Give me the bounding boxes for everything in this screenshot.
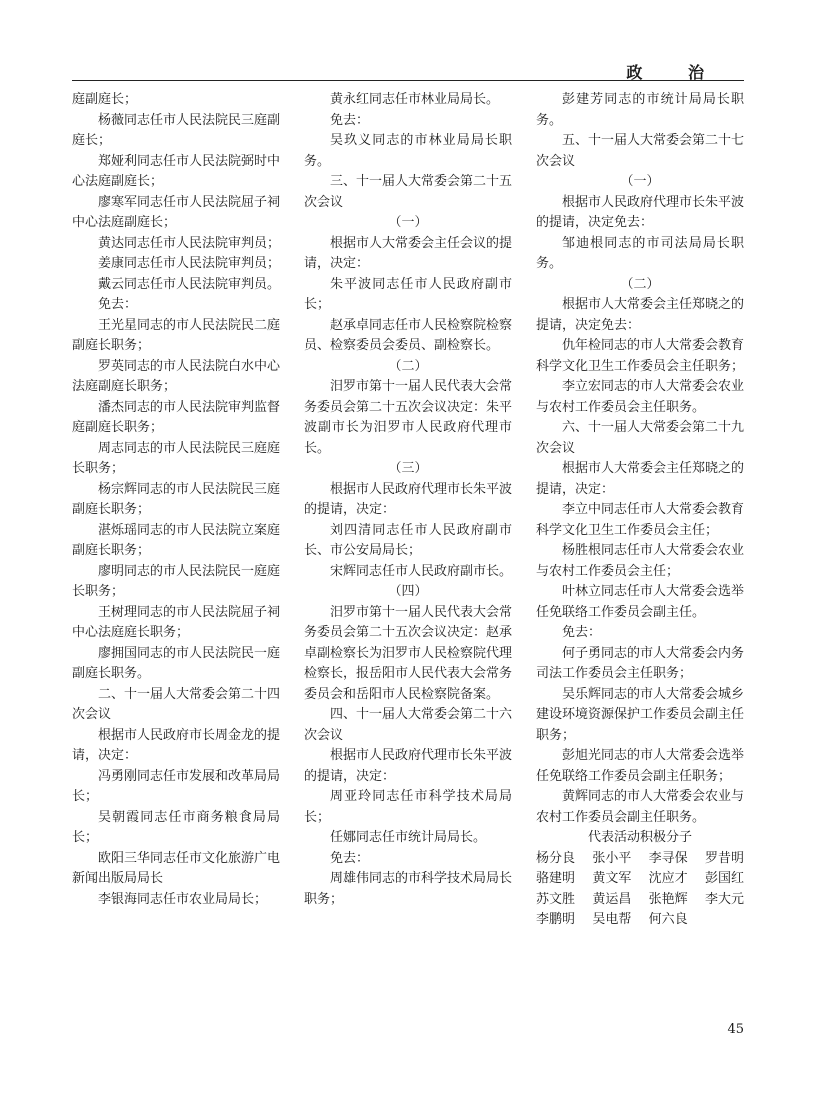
- section-subheading: （二）: [388, 358, 428, 374]
- activist-name: 张小平: [592, 850, 632, 866]
- section-subheading: （一）: [620, 174, 660, 189]
- paragraph: 朱平波同志任市人民政府副市长；: [304, 276, 512, 312]
- paragraph: 王树理同志的市人民法院屈子祠中心法庭庭长职务；: [72, 604, 281, 640]
- paragraph: 根据市人民政府代理市长朱平波的提请，决定：: [304, 481, 513, 517]
- paragraph: 周志同志的市人民法院民三庭庭长职务；: [72, 440, 281, 476]
- paragraph: 根据市人大常委会主任郑晓之的提请，决定免去：: [536, 297, 745, 333]
- paragraph: 廖寒军同志任市人民法院屈子祠中心法庭副庭长；: [72, 194, 281, 230]
- activist-name: 张艳辉: [648, 891, 688, 907]
- paragraph: 冯勇刚同志任市发展和改革局局长；: [72, 768, 281, 804]
- activist-name: 何六良: [648, 912, 688, 927]
- paragraph: 六、十一届人大常委会第二十九次会议: [536, 420, 745, 456]
- paragraph: 二、十一届人大常委会第二十四次会议: [72, 686, 281, 722]
- paragraph: 杨薇同志任市人民法院民三庭副庭长；: [72, 112, 281, 148]
- paragraph: 周雄伟同志的市科学技术局局长职务；: [304, 871, 513, 907]
- paragraph: 免去：: [98, 297, 138, 312]
- activist-name: 罗昔明: [704, 850, 744, 866]
- activist-name: 李寻保: [648, 850, 688, 866]
- paragraph: 根据市人民政府市长周金龙的提请，决定：: [72, 727, 281, 763]
- text-column-1: [72, 90, 280, 910]
- paragraph: 仇年检同志的市人大常委会教育科学文化卫生工作委员会主任职务；: [536, 338, 745, 374]
- activist-name: 苏文胜: [536, 891, 576, 907]
- paragraph: 汨罗市第十一届人民代表大会常务委员会第二十五次会议决定：赵承卓副检察长为汨罗市人民检察院代理检察长，报岳阳市人民代表大会常务委员会和岳阳市人民检察院备案。: [304, 604, 513, 702]
- paragraph: 五、十一届人大常委会第二十七次会议: [536, 133, 745, 169]
- paragraph: 根据市人大常委会主任会议的提请，决定：: [304, 235, 513, 271]
- paragraph: 汨罗市第十一届人民代表大会常务委员会第二十五次会议决定：朱平波副市长为汨罗市人民政府代理市长。: [304, 379, 513, 456]
- activist-name: 吴电帮: [592, 912, 632, 927]
- paragraph: 彭旭光同志的市人大常委会选举任免联络工作委员会副主任职务；: [536, 748, 745, 784]
- paragraph: 潘杰同志的市人民法院审判监督庭副庭长职务；: [72, 399, 281, 435]
- section-title: 政 治: [626, 63, 724, 82]
- paragraph: 廖拥国同志的市人民法院民一庭副庭长职务。: [72, 645, 281, 681]
- section-subheading: 代表活动积极分子: [587, 830, 692, 845]
- paragraph: 邹迪根同志的市司法局局长职务。: [536, 235, 744, 271]
- paragraph: 四、十一届人大常委会第二十六次会议: [304, 707, 513, 743]
- paragraph: 根据市人民政府代理市长朱平波的提请，决定：: [304, 748, 513, 784]
- text-column-3: [536, 90, 744, 931]
- paragraph: 免去：: [330, 850, 370, 866]
- paragraph: 黄达同志任市人民法院审判员；: [98, 235, 281, 251]
- paragraph: 杨宗辉同志的市人民法院民三庭副庭长职务；: [72, 481, 281, 517]
- paragraph: 任娜同志任市统计局局长。: [330, 830, 487, 845]
- paragraph: 郑娅利同志任市人民法院弼时中心法庭副庭长；: [72, 153, 281, 189]
- activist-name: 李大元: [704, 891, 744, 907]
- paragraph: 根据市人大常委会主任郑晓之的提请，决定：: [536, 461, 745, 497]
- paragraph: 吴玖义同志的市林业局局长职务。: [304, 133, 512, 169]
- section-subheading: （一）: [388, 215, 428, 230]
- paragraph: 罗英同志的市人民法院白水中心法庭副庭长职务；: [72, 358, 281, 394]
- paragraph: 彭建芳同志的市统计局局长职务。: [536, 92, 744, 128]
- paragraph: 三、十一届人大常委会第二十五次会议: [304, 174, 513, 210]
- paragraph: 吴朝霞同志任市商务粮食局局长；: [72, 809, 280, 845]
- page-number: 45: [727, 1022, 744, 1037]
- paragraph: 李立中同志任市人大常委会教育科学文化卫生工作委员会主任；: [536, 502, 745, 538]
- paragraph: 周亚玲同志任市科学技术局局长；: [304, 789, 512, 825]
- paragraph: 李立宏同志的市人大常委会农业与农村工作委员会主任职务。: [536, 379, 745, 415]
- paragraph: 赵承卓同志任市人民检察院检察员、检察委员会委员、副检察长。: [304, 317, 513, 353]
- paragraph: 黄辉同志的市人大常委会农业与农村工作委员会副主任职务。: [536, 789, 745, 825]
- activist-name: 黄运昌: [592, 891, 632, 907]
- activist-name: 沈应才: [648, 871, 688, 886]
- paragraph: 姜康同志任市人民法院审判员；: [98, 256, 281, 271]
- paragraph: 吴乐辉同志的市人大常委会城乡建设环境资源保护工作委员会副主任职务；: [536, 686, 745, 743]
- paragraph: 欧阳三华同志任市文化旅游广电新闻出版局局长: [72, 850, 281, 886]
- paragraph: 戴云同志任市人民法院审判员。: [98, 276, 281, 292]
- paragraph: 刘四清同志任市人民政府副市长、市公安局局长；: [304, 522, 512, 558]
- paragraph: 根据市人民政府代理市长朱平波的提请，决定免去：: [536, 194, 745, 230]
- activist-name: 杨分良: [536, 850, 576, 866]
- paragraph: 免去：: [330, 112, 370, 128]
- paragraph: 免去：: [562, 625, 602, 640]
- paragraph: 黄永红同志任市林业局局长。: [330, 92, 500, 107]
- paragraph: 王光星同志的市人民法院民二庭副庭长职务；: [72, 317, 281, 353]
- activist-name: 骆建明: [536, 871, 576, 886]
- paragraph: 杨胜根同志任市人大常委会农业与农村工作委员会主任；: [536, 543, 745, 579]
- activist-name: 彭国红: [704, 871, 744, 886]
- activist-name: 黄文军: [592, 871, 632, 886]
- paragraph: 湛烁瑶同志的市人民法院立案庭副庭长职务；: [72, 522, 281, 558]
- paragraph: 李银海同志任市农业局局长；: [98, 891, 268, 907]
- paragraph: 何子勇同志的市人大常委会内务司法工作委员会主任职务；: [536, 645, 745, 681]
- paragraph: 庭副庭长；: [72, 92, 138, 107]
- paragraph: 宋辉同志任市人民政府副市长。: [330, 563, 513, 579]
- section-subheading: （三）: [388, 461, 428, 476]
- activist-name: 李鹏明: [536, 912, 576, 927]
- activist-name-list: [536, 849, 744, 931]
- section-subheading: （二）: [620, 276, 660, 292]
- header-rule: [72, 80, 744, 81]
- paragraph: 廖明同志的市人民法院民一庭庭长职务；: [72, 563, 281, 599]
- paragraph: 叶林立同志任市人大常委会选举任免联络工作委员会副主任。: [536, 584, 745, 620]
- section-subheading: （四）: [388, 584, 428, 599]
- text-column-2: [304, 90, 512, 910]
